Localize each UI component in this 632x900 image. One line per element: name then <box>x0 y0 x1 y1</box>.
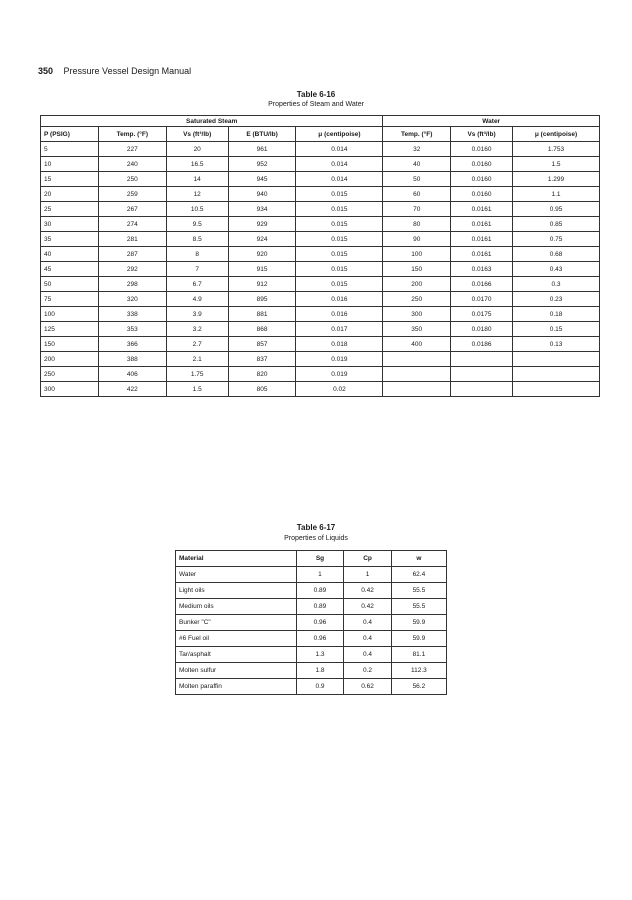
table-cell: 274 <box>99 217 167 232</box>
table-cell: 287 <box>99 247 167 262</box>
table-row <box>41 277 600 292</box>
table-cell: 0.015 <box>296 217 383 232</box>
table-row <box>176 631 447 647</box>
table-cell: 35 <box>41 232 99 247</box>
table-cell: 0.0170 <box>451 292 513 307</box>
table-cell: 353 <box>99 322 167 337</box>
table-cell: 40 <box>383 157 451 172</box>
table-cell: 0.0175 <box>451 307 513 322</box>
column-header: Vs (ft³/lb) <box>166 127 228 142</box>
table-cell: 868 <box>228 322 296 337</box>
table-cell: 50 <box>383 172 451 187</box>
column-header: w <box>391 551 446 567</box>
table-cell: 10.5 <box>166 202 228 217</box>
table-cell: 0.019 <box>296 352 383 367</box>
table-cell <box>451 382 513 397</box>
table-cell: 338 <box>99 307 167 322</box>
table-cell: 259 <box>99 187 167 202</box>
table-cell: 81.1 <box>391 647 446 663</box>
table-row <box>176 679 447 695</box>
column-header: Cp <box>344 551 392 567</box>
table-row <box>41 157 600 172</box>
table-cell: 0.42 <box>344 583 392 599</box>
table-cell: 895 <box>228 292 296 307</box>
table-cell: 0.9 <box>296 679 344 695</box>
table-cell: 0.4 <box>344 647 392 663</box>
table-cell <box>513 352 600 367</box>
table-cell: 15 <box>41 172 99 187</box>
table-cell: 4.9 <box>166 292 228 307</box>
table-cell: 0.4 <box>344 615 392 631</box>
table-cell: 16.5 <box>166 157 228 172</box>
table-cell: 1.75 <box>166 367 228 382</box>
table-cell: 227 <box>99 142 167 157</box>
table-cell: 0.018 <box>296 337 383 352</box>
table-cell: 0.89 <box>296 583 344 599</box>
steam-water-table <box>40 115 600 397</box>
table-row <box>176 615 447 631</box>
table-cell: Molten paraffin <box>176 679 297 695</box>
table-cell: Tar/asphalt <box>176 647 297 663</box>
table-cell: 0.02 <box>296 382 383 397</box>
table-cell: 20 <box>41 187 99 202</box>
table-cell: 0.014 <box>296 157 383 172</box>
table-row <box>41 382 600 397</box>
table-cell: 281 <box>99 232 167 247</box>
table-cell: 0.15 <box>513 322 600 337</box>
table-cell: #6 Fuel oil <box>176 631 297 647</box>
table-cell: 1.8 <box>296 663 344 679</box>
table-cell: 0.0161 <box>451 247 513 262</box>
table-cell: 90 <box>383 232 451 247</box>
table-cell <box>451 367 513 382</box>
table-cell: 915 <box>228 262 296 277</box>
table-cell: Molten sulfur <box>176 663 297 679</box>
table-cell: 70 <box>383 202 451 217</box>
table-cell: 0.0161 <box>451 202 513 217</box>
table-cell: 0.4 <box>344 631 392 647</box>
table-cell: 2.7 <box>166 337 228 352</box>
table-cell: 924 <box>228 232 296 247</box>
table-cell: 25 <box>41 202 99 217</box>
table-cell: 62.4 <box>391 567 446 583</box>
table-cell: 0.015 <box>296 277 383 292</box>
table-cell: 3.2 <box>166 322 228 337</box>
table-cell: 945 <box>228 172 296 187</box>
table-cell: 0.62 <box>344 679 392 695</box>
table-cell: 50 <box>41 277 99 292</box>
table-cell: 32 <box>383 142 451 157</box>
table-row <box>176 599 447 615</box>
table-row <box>41 367 600 382</box>
column-header: Temp. (°F) <box>383 127 451 142</box>
table-cell: 250 <box>383 292 451 307</box>
table-row <box>41 217 600 232</box>
page-header <box>38 66 191 76</box>
table-cell: 75 <box>41 292 99 307</box>
table-cell: 940 <box>228 187 296 202</box>
table-cell <box>383 352 451 367</box>
table-cell: 0.015 <box>296 202 383 217</box>
table-cell: 0.017 <box>296 322 383 337</box>
table-6-17-title: Table 6-17 <box>296 523 336 532</box>
table-cell: 0.014 <box>296 172 383 187</box>
table-cell: 14 <box>166 172 228 187</box>
table-cell: 0.014 <box>296 142 383 157</box>
table-row <box>41 247 600 262</box>
table-cell: 100 <box>41 307 99 322</box>
table-cell <box>513 382 600 397</box>
table-row <box>41 232 600 247</box>
table-cell: 820 <box>228 367 296 382</box>
table-row <box>41 307 600 322</box>
table-cell: 0.2 <box>344 663 392 679</box>
table-cell: 406 <box>99 367 167 382</box>
table-cell: Bunker "C" <box>176 615 297 631</box>
table-cell: 0.3 <box>513 277 600 292</box>
group-header-steam: Saturated Steam <box>41 116 383 127</box>
table-6-16-title: Table 6-16 <box>296 90 336 99</box>
table-cell: 300 <box>41 382 99 397</box>
table-cell <box>383 367 451 382</box>
table-cell: 0.0161 <box>451 232 513 247</box>
table-cell: 30 <box>41 217 99 232</box>
table-cell: 40 <box>41 247 99 262</box>
running-title: Pressure Vessel Design Manual <box>63 66 192 76</box>
table-row <box>41 292 600 307</box>
table-cell: 400 <box>383 337 451 352</box>
table-cell: 59.9 <box>391 615 446 631</box>
table-row <box>41 202 600 217</box>
table-6-16-subtitle: Properties of Steam and Water <box>268 101 364 108</box>
table-cell: 45 <box>41 262 99 277</box>
table-cell: 5 <box>41 142 99 157</box>
table-cell: 0.0166 <box>451 277 513 292</box>
table-cell: 250 <box>41 367 99 382</box>
table-cell: 388 <box>99 352 167 367</box>
table-cell: 10 <box>41 157 99 172</box>
table-row <box>41 172 600 187</box>
table-cell: 857 <box>228 337 296 352</box>
table-cell: 200 <box>41 352 99 367</box>
table-row <box>41 322 600 337</box>
table-cell: 0.43 <box>513 262 600 277</box>
table-cell: 961 <box>228 142 296 157</box>
table-row <box>41 352 600 367</box>
table-cell: 912 <box>228 277 296 292</box>
column-header: E (BTU/lb) <box>228 127 296 142</box>
table-cell: 0.016 <box>296 292 383 307</box>
table-cell: 150 <box>41 337 99 352</box>
table-row <box>176 583 447 599</box>
liquids-table <box>175 550 447 695</box>
table-cell: 0.019 <box>296 367 383 382</box>
table-cell: 1.299 <box>513 172 600 187</box>
column-header: Vs (ft³/lb) <box>451 127 513 142</box>
table-cell: 240 <box>99 157 167 172</box>
table-cell: 2.1 <box>166 352 228 367</box>
table-cell: 0.95 <box>513 202 600 217</box>
table-row <box>41 262 600 277</box>
table-cell: 3.9 <box>166 307 228 322</box>
table-cell: 0.42 <box>344 599 392 615</box>
table-cell: 250 <box>99 172 167 187</box>
table-cell <box>451 352 513 367</box>
table-cell: 8 <box>166 247 228 262</box>
table-cell: 0.015 <box>296 247 383 262</box>
table-cell: 0.0160 <box>451 187 513 202</box>
table-cell: 837 <box>228 352 296 367</box>
table-cell: 0.0160 <box>451 172 513 187</box>
table-cell: 1.3 <box>296 647 344 663</box>
table-cell: 0.96 <box>296 631 344 647</box>
table-cell: 0.18 <box>513 307 600 322</box>
table-cell: 0.96 <box>296 615 344 631</box>
table-cell: 7 <box>166 262 228 277</box>
table-cell: 0.68 <box>513 247 600 262</box>
column-header: P (PSIG) <box>41 127 99 142</box>
table-cell: 125 <box>41 322 99 337</box>
table-row <box>41 187 600 202</box>
table-cell: 0.0180 <box>451 322 513 337</box>
table-cell: 300 <box>383 307 451 322</box>
table-cell: 0.85 <box>513 217 600 232</box>
table-cell: 366 <box>99 337 167 352</box>
table-row <box>176 663 447 679</box>
table-6-17-subtitle: Properties of Liquids <box>284 535 348 542</box>
column-header: Sg <box>296 551 344 567</box>
table-cell: 292 <box>99 262 167 277</box>
table-cell: 1.5 <box>513 157 600 172</box>
table-cell: 20 <box>166 142 228 157</box>
table-row <box>41 337 600 352</box>
table-cell: 267 <box>99 202 167 217</box>
table-cell: 929 <box>228 217 296 232</box>
table-cell: 0.016 <box>296 307 383 322</box>
table-cell: 8.5 <box>166 232 228 247</box>
table-row <box>41 142 600 157</box>
table-cell: 0.015 <box>296 187 383 202</box>
table-cell: 60 <box>383 187 451 202</box>
table-row <box>176 647 447 663</box>
column-header: μ (centipoise) <box>513 127 600 142</box>
table-cell: 59.9 <box>391 631 446 647</box>
table-cell: Water <box>176 567 297 583</box>
table-cell: 12 <box>166 187 228 202</box>
table-cell <box>513 367 600 382</box>
table-cell: 112.3 <box>391 663 446 679</box>
table-cell: 0.0163 <box>451 262 513 277</box>
table-cell: 920 <box>228 247 296 262</box>
table-cell: 1.1 <box>513 187 600 202</box>
table-cell: 1 <box>296 567 344 583</box>
table-cell: 1.5 <box>166 382 228 397</box>
column-header: Temp. (°F) <box>99 127 167 142</box>
page-number: 350 <box>38 66 54 76</box>
table-cell: 805 <box>228 382 296 397</box>
table-cell: 0.75 <box>513 232 600 247</box>
table-cell: 881 <box>228 307 296 322</box>
table-cell: 55.5 <box>391 583 446 599</box>
table-cell: 1.753 <box>513 142 600 157</box>
table-cell: Light oils <box>176 583 297 599</box>
table-cell: 80 <box>383 217 451 232</box>
table-cell: 56.2 <box>391 679 446 695</box>
table-cell: 0.0160 <box>451 142 513 157</box>
table-cell <box>383 382 451 397</box>
table-cell: 1 <box>344 567 392 583</box>
table-cell: 0.015 <box>296 232 383 247</box>
table-cell: 6.7 <box>166 277 228 292</box>
table-cell: 0.13 <box>513 337 600 352</box>
table-cell: 934 <box>228 202 296 217</box>
table-cell: 0.0160 <box>451 157 513 172</box>
table-cell: 0.015 <box>296 262 383 277</box>
group-header-water: Water <box>383 116 600 127</box>
table-cell: 320 <box>99 292 167 307</box>
column-header: μ (centipoise) <box>296 127 383 142</box>
table-cell: 952 <box>228 157 296 172</box>
table-cell: 100 <box>383 247 451 262</box>
table-cell: 0.0161 <box>451 217 513 232</box>
table-cell: 350 <box>383 322 451 337</box>
table-row <box>176 567 447 583</box>
table-cell: 0.0186 <box>451 337 513 352</box>
table-cell: 9.5 <box>166 217 228 232</box>
table-cell: 298 <box>99 277 167 292</box>
table-cell: 150 <box>383 262 451 277</box>
table-cell: Medium oils <box>176 599 297 615</box>
column-header: Material <box>176 551 297 567</box>
table-cell: 200 <box>383 277 451 292</box>
table-cell: 55.5 <box>391 599 446 615</box>
table-cell: 0.23 <box>513 292 600 307</box>
table-cell: 422 <box>99 382 167 397</box>
table-cell: 0.89 <box>296 599 344 615</box>
